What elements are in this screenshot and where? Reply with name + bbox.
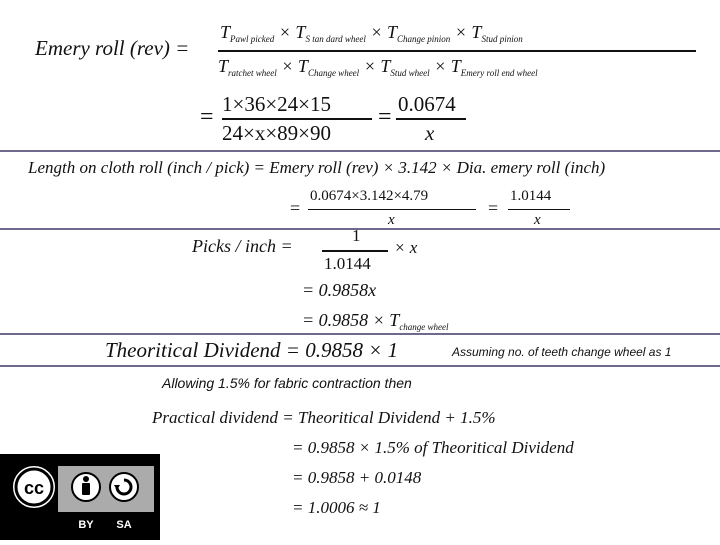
practical-line4: = 1.0006 ≈ 1 (292, 498, 381, 517)
emery-eq2-bar1 (222, 118, 372, 120)
length-equals-1: = (290, 198, 301, 218)
length-num1: 0.0674×3.142×4.79 (310, 188, 429, 204)
emery-lhs (35, 36, 189, 61)
emery-eq2-den1: 24×x×89×90 (222, 121, 332, 145)
length-bar1 (308, 209, 476, 210)
emery-eq2-equals: = (200, 104, 214, 130)
by-label: BY (78, 519, 94, 531)
emery-lhs-text: Emery roll (rev) = (35, 36, 190, 60)
length-num2: 1.0144 (510, 188, 552, 204)
picks-line3-main: = 0.9858 × T (302, 310, 400, 330)
picks-line3-sub: change wheel (399, 322, 449, 332)
theoretical-dividend: Theoritical Dividend = 0.9858 × 1 (105, 338, 399, 362)
emery-eq2-bar2 (396, 118, 466, 120)
picks-line3 (302, 310, 449, 332)
cc-license-badge (0, 454, 160, 540)
picks-den: 1.0144 (324, 254, 371, 273)
emery-eq2-den2: x (425, 121, 435, 145)
cc-license-graphic (0, 454, 160, 540)
cc-label: cc (23, 478, 45, 498)
length-den2: x (534, 212, 541, 228)
picks-line2: = 0.9858x (302, 280, 377, 300)
separator-rule-1 (0, 150, 720, 152)
sa-icon (110, 473, 138, 501)
picks-tail: × x (394, 238, 418, 257)
picks-num: 1 (352, 226, 361, 245)
theoretical-note: Assuming no. of teeth change wheel as 1 (452, 345, 672, 359)
length-bar2 (508, 209, 570, 210)
practical-line1: Practical dividend = Theoritical Dividend + 1.5% (152, 408, 496, 427)
emery-denominator: $T_{ratchet wheel} \times T_{Change wheel} \times T_{Stud wheel} \times T_{Emery roll end wheel}$ (218, 56, 538, 78)
length-equals-2: = (488, 198, 499, 218)
separator-rule-4 (0, 365, 720, 367)
emery-fraction-bar (218, 50, 696, 52)
emery-eq2-num1: 1×36×24×15 (222, 92, 332, 116)
emery-numerator: $T_{Pawl picked} \times T_{S tan dard wheel} \times T_{Change pinion} \times T_{Stud pinion}$ (220, 22, 523, 44)
length-den1: x (388, 212, 395, 228)
sa-label: SA (116, 519, 132, 531)
picks-bar (322, 250, 388, 252)
practical-line3: = 0.9858 + 0.0148 (292, 468, 422, 487)
practical-line2: = 0.9858 × 1.5% of Theoritical Dividend (292, 438, 574, 457)
emery-eq2-equals2: = (378, 104, 392, 130)
picks-lhs: Picks / inch = (192, 236, 293, 256)
length-lhs: Length on cloth roll (inch / pick) = Emery roll (rev) × 3.142 × Dia. emery roll (inch) (28, 158, 606, 177)
allowing-note: Allowing 1.5% for fabric contraction then (162, 375, 412, 391)
separator-rule-3 (0, 333, 720, 335)
emery-eq2-num2: 0.0674 (398, 92, 456, 116)
